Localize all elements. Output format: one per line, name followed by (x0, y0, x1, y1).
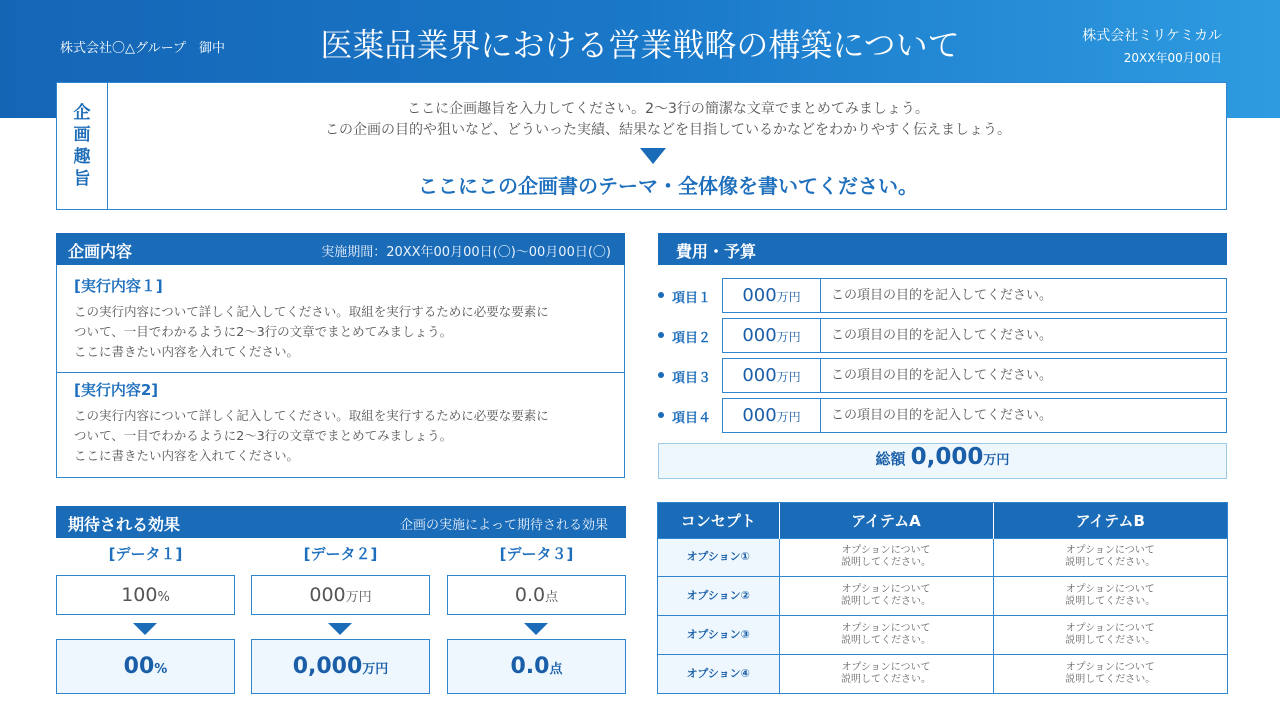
effects-title: 期待される効果 (68, 515, 181, 534)
budget-item-description: この項目の目的を記入してください。 (820, 358, 1227, 393)
cell-line: 説明してください。 (1065, 674, 1156, 686)
purpose-label-char: 画 (73, 125, 91, 145)
bullet-icon (658, 372, 664, 378)
effect-after (251, 639, 430, 694)
plan-item-line: ついて、一目でわかるように2〜3行の文章でまとめてみましょう。 (74, 324, 453, 339)
budget-item-amount (722, 278, 821, 313)
bullet-icon (658, 332, 664, 338)
table-cell (779, 616, 993, 655)
table-cell (993, 655, 1227, 693)
before-unit: 点 (545, 590, 559, 605)
cell-line: 説明してください。 (1065, 635, 1156, 647)
plan-item-title: [実行内容2] (74, 381, 159, 399)
purpose-label-char: 企 (73, 103, 91, 123)
amount-value: 000 (742, 325, 777, 346)
plan-item-title: [実行内容１] (74, 277, 163, 295)
cell-line: 説明してください。 (841, 557, 931, 569)
after-value: 00 (123, 654, 155, 679)
effect-before (447, 575, 626, 615)
budget-row (658, 318, 1227, 353)
purpose-label-char: 旨 (73, 169, 91, 189)
table-cell (779, 538, 993, 577)
effect-column (447, 543, 626, 679)
bullet-icon (658, 292, 664, 298)
effect-label: [データ１] (108, 545, 183, 563)
effect-before (56, 575, 235, 615)
plan-item-line: この実行内容について詳しく記入してください。取組を実行するために必要な要素に (74, 408, 549, 423)
plan-item-line: ここに書きたい内容を入れてください。 (74, 344, 300, 359)
page-title: 医薬品業界における営業戦略の構築について (320, 26, 960, 64)
company-name: 株式会社ミリケミカル (1082, 28, 1222, 44)
budget-item-label: 項目４ (672, 411, 712, 426)
column-header: アイテムB (993, 503, 1227, 538)
purpose-description (109, 99, 1227, 141)
plan-item (57, 275, 624, 362)
column-header: コンセプト (658, 503, 779, 538)
plan-item (57, 379, 624, 466)
cell-line: 説明してください。 (841, 596, 931, 608)
before-value: 000 (309, 584, 346, 606)
budget-row (658, 358, 1227, 393)
budget-item-description: この項目の目的を記入してください。 (820, 278, 1227, 313)
budget-item-amount (722, 318, 821, 353)
down-arrow-icon (328, 623, 352, 635)
plan-box (56, 265, 625, 478)
cell-line: オプションについて (1065, 584, 1155, 596)
purpose-label-char: 趣 (73, 147, 91, 167)
after-value: 0.0 (510, 654, 550, 679)
cell-line: 説明してください。 (841, 674, 931, 686)
budget-item-label: 項目２ (672, 331, 712, 346)
budget-row (658, 398, 1227, 433)
document-date: 20XX年00月00日 (1123, 51, 1222, 65)
before-unit: 万円 (345, 590, 372, 605)
cell-line: 説明してください。 (1065, 557, 1156, 569)
table-cell (993, 577, 1227, 616)
purpose-line: ここに企画趣旨を入力してください。2〜3行の簡潔な文章でまとめてみましょう。 (407, 101, 929, 117)
after-unit: % (154, 662, 168, 677)
table-cell (779, 577, 993, 616)
option-label: オプション① (658, 538, 779, 577)
plan-period: 実施期間：20XX年00月00日(〇)〜00月00日(〇) (321, 245, 611, 260)
amount-unit: 万円 (776, 370, 801, 384)
effects-header (56, 506, 626, 538)
bullet-icon (658, 412, 664, 418)
table-row (658, 616, 1227, 655)
client-name: 株式会社〇△グループ 御中 (60, 41, 225, 56)
budget-total (658, 443, 1227, 479)
purpose-line: この企画の目的や狙いなど、どういった実績、結果などを目指しているかなどをわかりやすく伝えましょう。 (325, 122, 1011, 138)
plan-item-body (74, 406, 610, 466)
column-header: アイテムA (779, 503, 993, 538)
cell-line: オプションについて (1065, 545, 1155, 557)
plan-item-body (74, 302, 610, 362)
cell-line: オプションについて (1065, 662, 1155, 674)
budget-item-amount (722, 398, 821, 433)
effect-label: [データ２] (303, 545, 378, 563)
plan-header (56, 233, 625, 265)
amount-unit: 万円 (776, 330, 801, 344)
plan-item-line: ここに書きたい内容を入れてください。 (74, 448, 300, 463)
cell-line: オプションについて (841, 662, 931, 674)
budget-title: 費用・予算 (676, 242, 757, 261)
concept-table (657, 502, 1228, 694)
effect-column (56, 543, 235, 679)
purpose-box (56, 82, 1227, 210)
budget-item-description: この項目の目的を記入してください。 (820, 398, 1227, 433)
plan-divider (57, 372, 624, 373)
budget-item-label: 項目３ (672, 371, 712, 386)
amount-value: 000 (742, 365, 777, 386)
down-arrow-icon (133, 623, 157, 635)
budget-row (658, 278, 1227, 313)
table-cell (993, 616, 1227, 655)
cell-line: 説明してください。 (1065, 596, 1156, 608)
effect-column (251, 543, 430, 679)
table-row (658, 538, 1227, 577)
effect-after (447, 639, 626, 694)
after-unit: 点 (549, 662, 563, 677)
amount-unit: 万円 (776, 410, 801, 424)
plan-title: 企画内容 (68, 242, 133, 261)
budget-item-description: この項目の目的を記入してください。 (820, 318, 1227, 353)
plan-item-line: この実行内容について詳しく記入してください。取組を実行するために必要な要素に (74, 304, 549, 319)
cell-line: オプションについて (841, 545, 931, 557)
table-cell (993, 538, 1227, 577)
budget-header (658, 233, 1227, 265)
amount-value: 000 (742, 405, 777, 426)
option-label: オプション③ (658, 616, 779, 655)
table-row (658, 655, 1227, 693)
cell-line: オプションについて (841, 623, 931, 635)
plan-item-line: ついて、一目でわかるように2〜3行の文章でまとめてみましょう。 (74, 428, 453, 443)
cell-line: オプションについて (841, 584, 931, 596)
total-value: 0,000 (910, 444, 984, 470)
budget-item-label: 項目１ (672, 291, 712, 306)
effect-before (251, 575, 430, 615)
effect-after (56, 639, 235, 694)
effects-subtitle: 企画の実施によって期待される効果 (399, 518, 608, 533)
table-cell (779, 655, 993, 693)
amount-unit: 万円 (776, 290, 801, 304)
cell-line: 説明してください。 (841, 635, 931, 647)
amount-value: 000 (742, 285, 777, 306)
down-arrow-icon (640, 148, 666, 164)
effect-label: [データ３] (499, 545, 574, 563)
option-label: オプション② (658, 577, 779, 616)
before-value: 100 (121, 584, 158, 606)
after-value: 0,000 (292, 654, 363, 679)
total-unit: 万円 (983, 453, 1010, 468)
purpose-label (57, 83, 108, 209)
before-value: 0.0 (514, 584, 546, 606)
down-arrow-icon (524, 623, 548, 635)
budget-item-amount (722, 358, 821, 393)
total-label: 総額 (875, 450, 906, 468)
table-row (658, 577, 1227, 616)
purpose-theme: ここにこの企画書のテーマ・全体像を書いてください。 (418, 174, 918, 198)
cell-line: オプションについて (1065, 623, 1155, 635)
option-label: オプション④ (658, 655, 779, 693)
after-unit: 万円 (362, 662, 389, 677)
before-unit: % (157, 590, 170, 605)
